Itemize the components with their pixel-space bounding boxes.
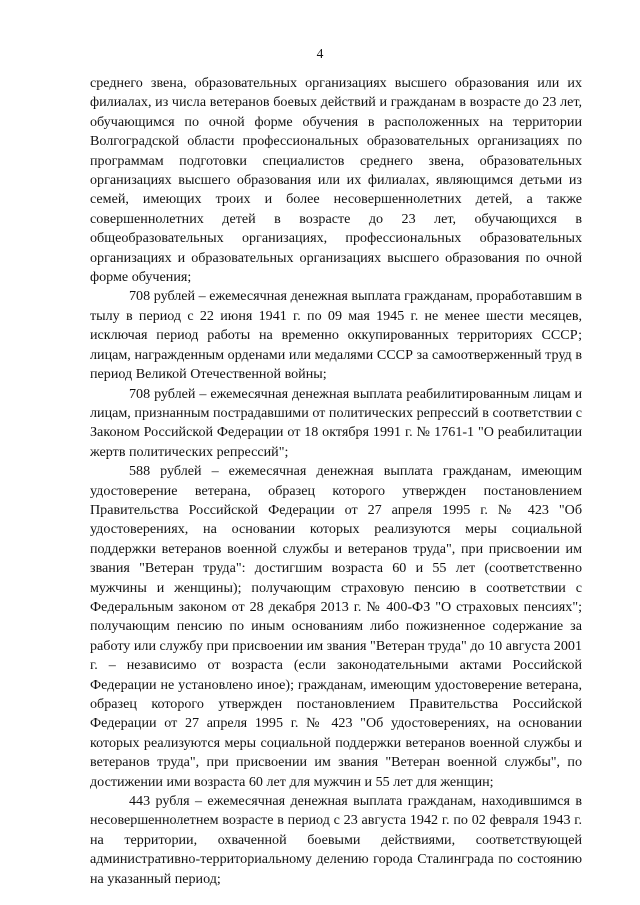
paragraph-708-rehabilitated: 708 рублей – ежемесячная денежная выплата реабилитированным лицам и лицам, признанным пострадавшими от политических репрессий в соответствии с Законом Российской Федерации от 18 октября 1991 г. № 1761-1 "О реабилитации жертв политических репрессий"; bbox=[90, 385, 582, 460]
paragraph-443-stalingrad: 443 рубля – ежемесячная денежная выплата гражданам, находившимся в несовершеннолетнем возрасте в период с 23 августа 1942 г. по 02 февраля 1943 г. на территории, охваченной боевыми действиями, соответствующей административно-территориальному делению города Сталинграда по состоянию на указанный период; bbox=[90, 793, 582, 887]
paragraph-continuation: среднего звена, образовательных организациях высшего образования или их филиалах, из числа ветеранов боевых действий и гражданам в возрасте до 23 лет, обучающимся по очной форме обучения в расположенных на территории Волгоградской области профессиональных образовательных организациях по программам подготовки специалистов среднего звена, образовательных организациях высшего образования или их филиалах, являющимся детьми из семей, имеющих троих и более несовершеннолетних детей, а также совершеннолетних детей в возрасте до 23 лет, обучающихся в общеобразовательных организациях, профессиональных образовательных организациях и образовательных организациях высшего образования по очной форме обучения; bbox=[90, 75, 582, 286]
page-number: 4 bbox=[316, 46, 324, 61]
paragraph-708-home-front: 708 рублей – ежемесячная денежная выплата гражданам, проработавшим в тылу в период с 22 июня 1941 г. по 09 мая 1945 г. не менее шести месяцев, исключая период работы на временно оккупированных территориях СССР; лицам, награжденным орденами или медалями СССР за самоотверженный труд в период Великой Отечественной войны; bbox=[90, 288, 582, 383]
document-body bbox=[90, 74, 582, 889]
paragraph-588-veterans: 588 рублей – ежемесячная денежная выплата гражданам, имеющим удостоверение ветерана, образец которого утвержден постановлением Правительства Российской Федерации от 27 апреля 1995 г. № 423 "Об удостоверениях, на основании которых реализуются меры социальной поддержки ветеранов военной службы и ветеранов труда", при присвоении им звания "Ветеран труда": достигшим возраста 60 и 55 лет (соответственно мужчины и женщины); получающим страховую пенсию в соответствии с Федеральным законом от 28 декабря 2013 г. № 400-ФЗ "О страховых пенсиях"; получающим пенсию по иным основаниям либо пожизненное содержание за работу или службу при присвоении им звания "Ветеран труда" до 10 августа 2001 г. – независимо от возраста (если законодательными актами Российской Федерации не установлено иное); гражданам, имеющим удостоверение ветерана, образец которого утвержден постановлением Правительства Российской Федерации от 27 апреля 1995 г. № 423 "Об удостоверениях, на основании которых реализуются меры социальной поддержки ветеранов военной службы и ветеранов труда", при присвоении им звания "Ветеран военной службы", по достижении ими возраста 60 лет для мужчин и 55 лет для женщин; bbox=[90, 463, 582, 790]
